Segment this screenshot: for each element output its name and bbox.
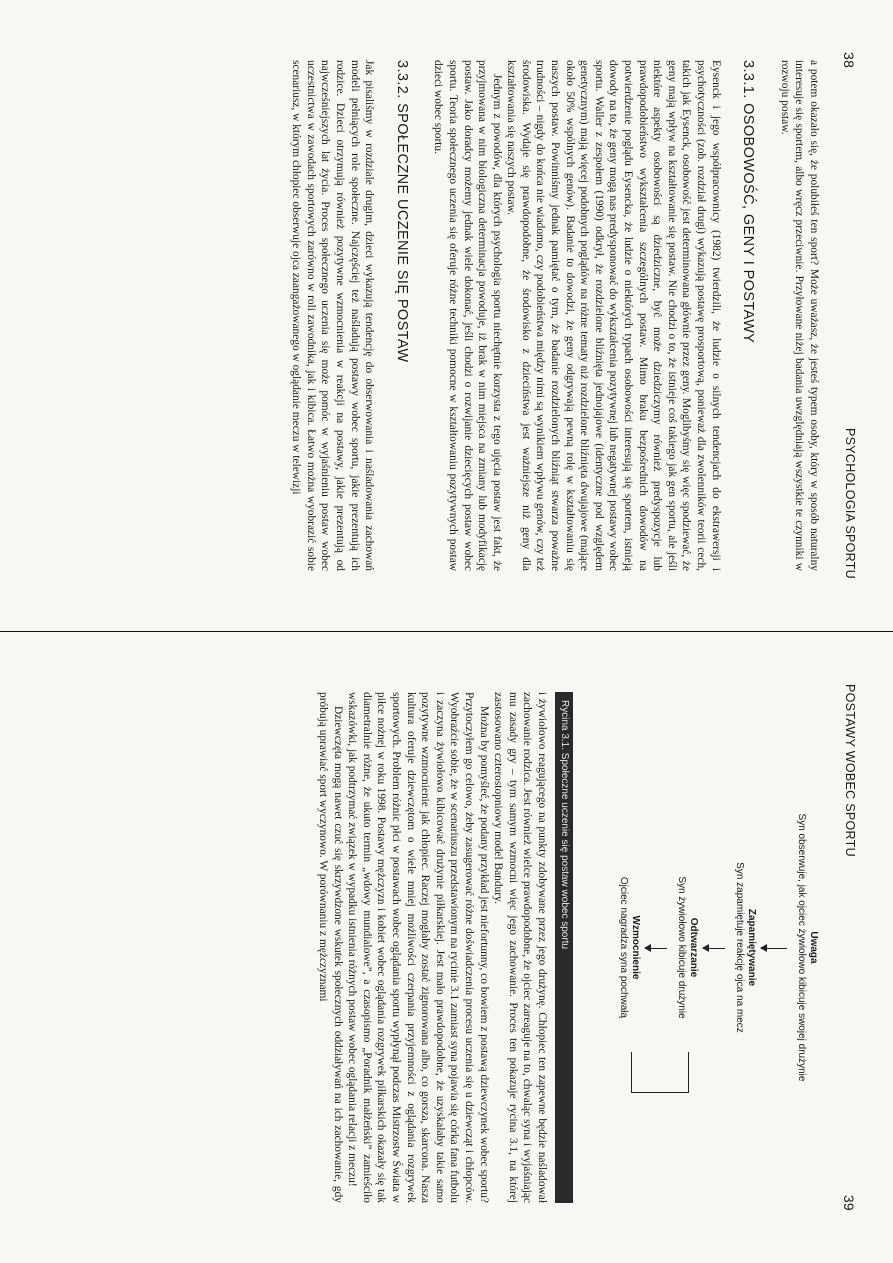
- page-39: [0, 632, 893, 1263]
- paragraph: Jednym z powodów, dla których psychologia sportu niechętnie korzysta z tego ujęcia postaw jest fakt, że przyjmowana w nim biologiczna determinacja powoduje, iż brak w nim miejsca na zmiany lub modyfikację postaw. Jako doradcy możemy jednak wiele dokonać, jeśli chodzi o rozwijanie dziecięcych postaw wobec sportu. Teoria społecznego uczenia się oferuje różne techniki pomocne w kształtowaniu pozytywnych postaw dzieci wobec sportu.: [432, 60, 503, 571]
- paragraph: Dziewczęta mogą nawet czuć się skrzywdzone wskutek społecznych oddziaływań na ich zachowanie, gdy próbują uprawiać sport wyczynowo. W porównaniu z mężczyznami: [317, 692, 344, 1203]
- paragraph: i żywiołowo reagującego na punkty zdobywane przez jego drużynę. Chłopiec ten zapewne będzie naśladował zachowanie rodzica. Jest również wielce prawdopodobne, że ojciec zareaguje na to, chwaląc syna i wyjaśniając mu zasady gry – tym samym wzmocni więc jego zachowanie. Proces ten pokazuje rycina 3.1, na której zastosowano czterostopniowy model Bandury.: [492, 692, 548, 1203]
- figure-arrow: [761, 948, 787, 949]
- figure-node-title: Uwaga: [808, 931, 819, 964]
- figure-node-retention: [733, 692, 757, 1203]
- page-number: 38: [841, 52, 857, 69]
- figure-node-text: Syn żywiołowo kibicuje drużynie: [676, 876, 687, 1019]
- figure-feedback-loop: [631, 1052, 689, 1093]
- figure-node-text: Syn zapamiętuje reakcję ojca na mecz: [734, 862, 745, 1033]
- page-body: [316, 692, 822, 1203]
- paragraph: Można by pomyśleć, że podany przykład jest niefortunny, co bowiem z postawą dziewczynek wobec sportu? Przytoczyłem go celowo, żeby zasugerować różne doświadczenia procesu uczenia się u dziewcząt i chłopców. Wyobraźcie sobie, że w scenariuszu przedstawionym na rycinie 3.1 zamiast syna pojawia się córka fana futbolu i zaczyna żywiołowo kibicować drużynie piłkarskiej. Jest mało prawdopodobne, że uzyskałaby takie samo pozytywne wzmocnienie jak chłopiec. Raczej mogłaby zostać zignorowana albo, co gorsza, skarcona. Nasza kultura oferuje dziewczętom o wiele mniej możliwości czerpania przyjemności z oglądania rozgrywek sportowych. Problem różnic płci w postawach wobec oglądania sportu wypłynął podczas Mistrzostw Świata w piłce nożnej w roku 1998. Postawy mężczyzn i kobiet wobec oglądania rozgrywek piłkarskich okazały się tak diametralnie różne, że ukuto termin „wdowy mundialowe”, a czasopismo „Poradnik małżeński” zamieściło wskazówki, jak podtrzymać związek w wypadku istnienia różnych postaw wobec oglądania relacji z meczu!: [346, 692, 490, 1203]
- paragraph: Eysenck i jego współpracownicy (1982) twierdzili, że ludzie o silnych tendencjach do ekstrawersji i psychotyczności (zob. rozdział drugi) wykazują postawę prosportową, ponieważ dla zwolenników teorii cech, takich jak Eysenck, osobowość jest determinowana głównie przez geny. Moglibyśmy się więc spodziewać, że geny mają wpływ na kształtowanie się postaw. Nie chodzi o to, że istnieje coś takiego jak gen sportu, ale jeśli niektóre aspekty osobowości są dziedziczne, być może dziedziczymy również predyspozycje lub prawdopodobieństwo wykształcenia szczególnych postaw. Mimo braku bezpośrednich dowodów na potwierdzenie poglądu Eysencka, że ludzie o niektórych typach osobowości interesują się sportem, istnieją dowody na to, że geny mogą nas predysponować do wykształcenia pozytywnej lub negatywnej postawy wobec sportu. Waller z zespołem (1990) odkrył, że rozdzielone bliźnięta jednojajowe (identyczne pod względem genetycznym) mają więcej podobnych poglądów na różne tematy niż rozdzielone bliźnięta dwujajowe (mające około 50% wspólnych genów). Badanie to dowodzi, że geny odgrywają pewną rolę w kształtowaniu się naszych postaw. Powinniśmy jednak pamiętać o tym, że badanie rozdzielonych bliźniąt stwarza poważne trudności – nigdy do końca nie wiadomo, czy podobieństwa między nimi są wynikiem wpływu genów, czy też środowiska. Wydaje się prawdopodobne, że środowisko z dzieciństwa jest ważniejsze niż geny dla kształtowania się naszych postaw.: [505, 60, 722, 571]
- figure-node-title: Wzmocnienie: [630, 915, 641, 980]
- figure-node-text: Syn obserwuje, jak ojciec żywiołowo kibicuje swojej drużynie: [796, 813, 807, 1082]
- running-title: POSTAWY WOBEC SPORTU: [843, 684, 857, 857]
- page-body: [289, 60, 821, 571]
- figure-node-reproduction: [675, 692, 699, 1203]
- figure-node-title: Odtwarzanie: [688, 917, 699, 978]
- figure-node-reinforcement: [617, 692, 641, 1203]
- page-38: [0, 0, 893, 631]
- section-heading-3-3-1: 3.3.1. OSOBOWOŚĆ, GENY I POSTAWY: [740, 60, 757, 344]
- figure-node-text: Ojciec nagradza syna pochwałą: [618, 876, 629, 1019]
- figure-node-attention: [795, 692, 819, 1203]
- running-title: PSYCHOLOGIA SPORTU: [843, 427, 857, 579]
- paragraph: Jak pisaliśmy w rozdziale drugim, dzieci wykazują tendencję do obserwowania i naśladowania zachowań modeli pełniących role społeczne. Najczęściej też naśladują postawy wobec sportu, jakie prezentują ich rodzice. Dzieci otrzymują również pozytywne wzmocnienia w reakcji na postawy, jakie prezentują od najwcześniejszych lat życia. Proces społecznego uczenia się może pomóc w wyjaśnieniu postaw wobec uczestnictwa w zawodach sportowych zarówno w roli zawodnika, jak i kibica. Łatwo można wyobrazić sobie scenariusz, w którym chłopiec obserwuje ojca zaangażowanego w oglądanie meczu w telewizji: [290, 60, 376, 571]
- figure-arrow: [645, 948, 667, 949]
- figure-caption: Rycina 3.1. Społeczne uczenie się postaw wobec sportu: [555, 692, 573, 1203]
- section-heading-3-3-2: 3.3.2. SPOŁECZNE UCZENIE SIĘ POSTAW: [393, 60, 410, 363]
- figure-arrow: [703, 948, 725, 949]
- figure-3-1: [589, 692, 821, 1203]
- running-head: [837, 684, 857, 1211]
- figure-node-title: Zapamiętywanie: [746, 908, 757, 987]
- page-number: 39: [841, 1194, 857, 1211]
- intro-paragraph: a potem okazało się, że polubiłeś ten sport? Może uważasz, że jesteś typem osoby, który w sposób naturalny interesuje się sportem, albo wręcz przeciwnie. Przyłowane niżej badania uwzględniają wszystkie te czynniki w rozwoju postaw.: [778, 60, 820, 571]
- running-head: [837, 52, 857, 579]
